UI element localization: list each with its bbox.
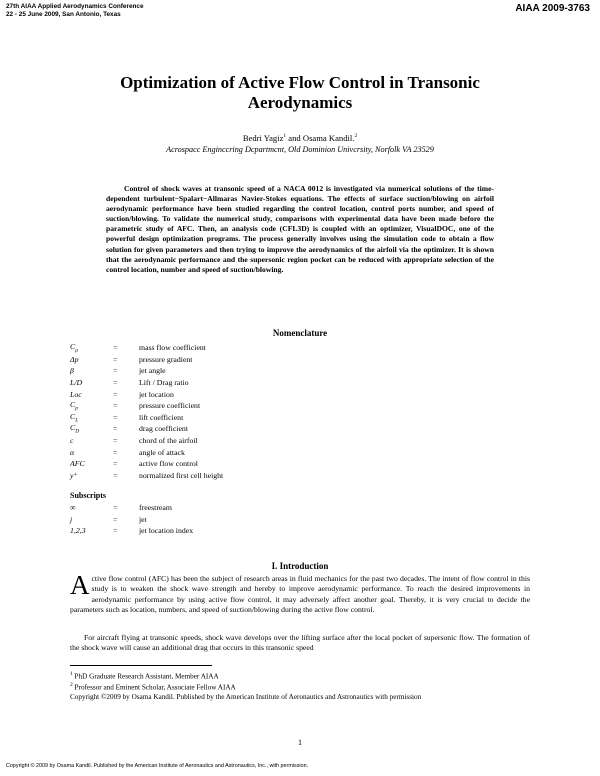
symbol: $C_D$ — [70, 423, 80, 435]
definition: Lift / Drag ratio — [139, 378, 189, 388]
symbol: ∞ — [70, 503, 76, 513]
nomenclature-row — [70, 365, 223, 377]
intro-paragraph-1 — [70, 570, 530, 616]
definition: active flow control — [139, 459, 198, 469]
page-number: 1 — [298, 738, 302, 747]
nomenclature-title: Nomenclature — [272, 328, 328, 338]
equals: = — [113, 389, 118, 399]
nomenclature-row — [70, 470, 223, 482]
bottom-copyright: Copyright © 2009 by Osama Kandil. Published by the American Institute of Aeronautics and Astronautics, Inc., with permission. — [6, 763, 309, 769]
equals: = — [113, 503, 118, 513]
equals: = — [113, 459, 118, 469]
nomenclature-row — [70, 400, 223, 412]
footnote-1-mark: 1 — [70, 671, 73, 677]
footnote-copyright: Copyright ©2009 by Osama Kandil. Published by the American Institute of Aeronautics and Astronautics with permission — [70, 693, 422, 701]
definition: drag coefficient — [139, 424, 188, 434]
abstract: Control of shock waves at transonic speed of a NACA 0012 is investigated via numerical solutions of the time-dependent turbulent−Spalart−Allmaras Navier-Stokes equations. The effects of surface suction/blowing on airfoil aerodynamic performance have been studied regarding the control location, control ports number, and speed of suction/blowing. To validate the numerical study, comparisons with experimental data have been made before the parametric study of AFC. Then, an analysis code (CFL3D) is coupled with an optimizer, VisualDOC, one of the powerful design optimization programs. The process generally involves using the simulation code to obtain a flow solution for given parameters and then trying to improve the aerodynamics of the airfoil via the optimizer. It is shown that the aerodynamic performance and the supersonic region pocket can be reduced with appropriate selection of the control location, number and speed of suction/blowing. — [106, 184, 494, 274]
nomenclature-row — [70, 412, 223, 424]
subscript-row — [70, 502, 193, 514]
definition: mass flow coefficient — [139, 343, 206, 353]
definition: jet location index — [139, 526, 194, 536]
symbol: β — [70, 366, 74, 376]
footnote-2-mark: 2 — [70, 682, 73, 688]
subscript-row — [70, 525, 193, 537]
nomenclature-row — [70, 377, 223, 389]
affiliation: Acrospacc Enginccring Dcpartmcnt, Old Dominion Univcrsity, Norfolk VA 23529 — [166, 145, 434, 154]
definition: normalized first cell height — [139, 470, 224, 480]
section-title: I. Introduction — [271, 561, 329, 571]
definition: jet angle — [139, 366, 166, 376]
author-2-mark: 2 — [354, 133, 358, 140]
footnote-2 — [70, 682, 236, 691]
footnote-2-text: Professor and Eminent Scholar, Associate Fellow AIAA — [74, 683, 236, 692]
nomenclature-row — [70, 342, 223, 354]
intro-paragraph-2: For aircraft flying at transonic speeds, shock wave develops over the lifting surface after the local pocket of supersonic flow. The formation of the shock wave will cause an additional drag that occurs in this transonic speed — [70, 633, 530, 653]
intro-text-1: ctive flow control (AFC) has been the subject of research areas in fluid mechanics for the past two decades. The intent of flow control in this study is to weaken the shock wave strength and hereby to improve aerodynamic performance. To reach the desired improvements in aerodynamic performance by using active flow control, it may adversely affect another goal. Thereby, it is very crucial to decide the parameters such as location, numbers, and speed of suction/blowing during the active flow control. — [70, 574, 530, 615]
conference-dates: 22 - 25 June 2009, San Antonio, Texas — [6, 11, 121, 18]
author-line — [60, 133, 540, 143]
definition: lift coefficient — [139, 412, 184, 422]
equals: = — [113, 354, 118, 364]
definition: jet — [139, 514, 147, 524]
definition: pressure coefficient — [139, 401, 201, 411]
definition: jet location — [139, 389, 174, 399]
title-line-2: Aerodynamics — [247, 93, 353, 112]
equals: = — [113, 366, 118, 376]
equals: = — [113, 447, 118, 457]
equals: = — [113, 412, 118, 422]
conference-name: 27th AIAA Applied Aerodynamics Conference — [6, 3, 144, 10]
author-2: Osama Kandil. — [302, 133, 355, 143]
subscripts-list — [70, 502, 193, 537]
nomenclature-row — [70, 423, 223, 435]
nomenclature-row — [70, 446, 223, 458]
symbol: $C_\mu$ — [70, 342, 78, 354]
equals: = — [113, 424, 118, 434]
definition: chord of the airfoil — [139, 436, 198, 446]
nomenclature-row — [70, 458, 223, 470]
nomenclature-row — [70, 354, 223, 366]
definition: angle of attack — [139, 447, 185, 457]
equals: = — [113, 470, 118, 480]
equals: = — [113, 514, 118, 524]
definition: freestream — [139, 503, 172, 513]
author-and: and — [286, 133, 303, 143]
symbol: y⁺ — [70, 470, 78, 480]
definition: pressure gradient — [139, 354, 193, 364]
nomenclature-row — [70, 388, 223, 400]
subscripts-title: Subscripts — [70, 491, 107, 500]
title-line-1: Optimization of Active Flow Control in Transonic — [120, 73, 480, 92]
footnote-1-text: PhD Graduate Research Assistant, Member AIAA — [74, 672, 219, 681]
equals: = — [113, 401, 118, 411]
author-1: Bedri Yagiz — [242, 133, 284, 143]
symbol: α — [70, 447, 75, 457]
equals: = — [113, 378, 118, 388]
paper-id: AIAA 2009-3763 — [515, 3, 590, 14]
equals: = — [113, 526, 118, 536]
conference-header — [6, 3, 144, 19]
symbol: j — [70, 514, 73, 524]
symbol: L/D — [70, 378, 83, 388]
subscript-row — [70, 514, 193, 526]
symbol: $C_L$ — [70, 411, 79, 424]
drop-cap: A — [70, 570, 90, 600]
equals: = — [113, 343, 118, 353]
symbol: Loc — [70, 389, 82, 399]
symbol: Δp — [70, 354, 79, 364]
footnote-rule — [70, 665, 212, 666]
footnote-1 — [70, 671, 219, 680]
symbol: c — [70, 436, 74, 446]
symbol: AFC — [70, 459, 85, 469]
nomenclature-list — [70, 342, 223, 481]
nomenclature-row — [70, 435, 223, 447]
paper-title — [60, 73, 540, 113]
equals: = — [113, 436, 118, 446]
symbol: 1,2,3 — [70, 526, 86, 536]
author-1-mark: 1 — [283, 133, 287, 140]
symbol: $C_p$ — [70, 399, 78, 412]
